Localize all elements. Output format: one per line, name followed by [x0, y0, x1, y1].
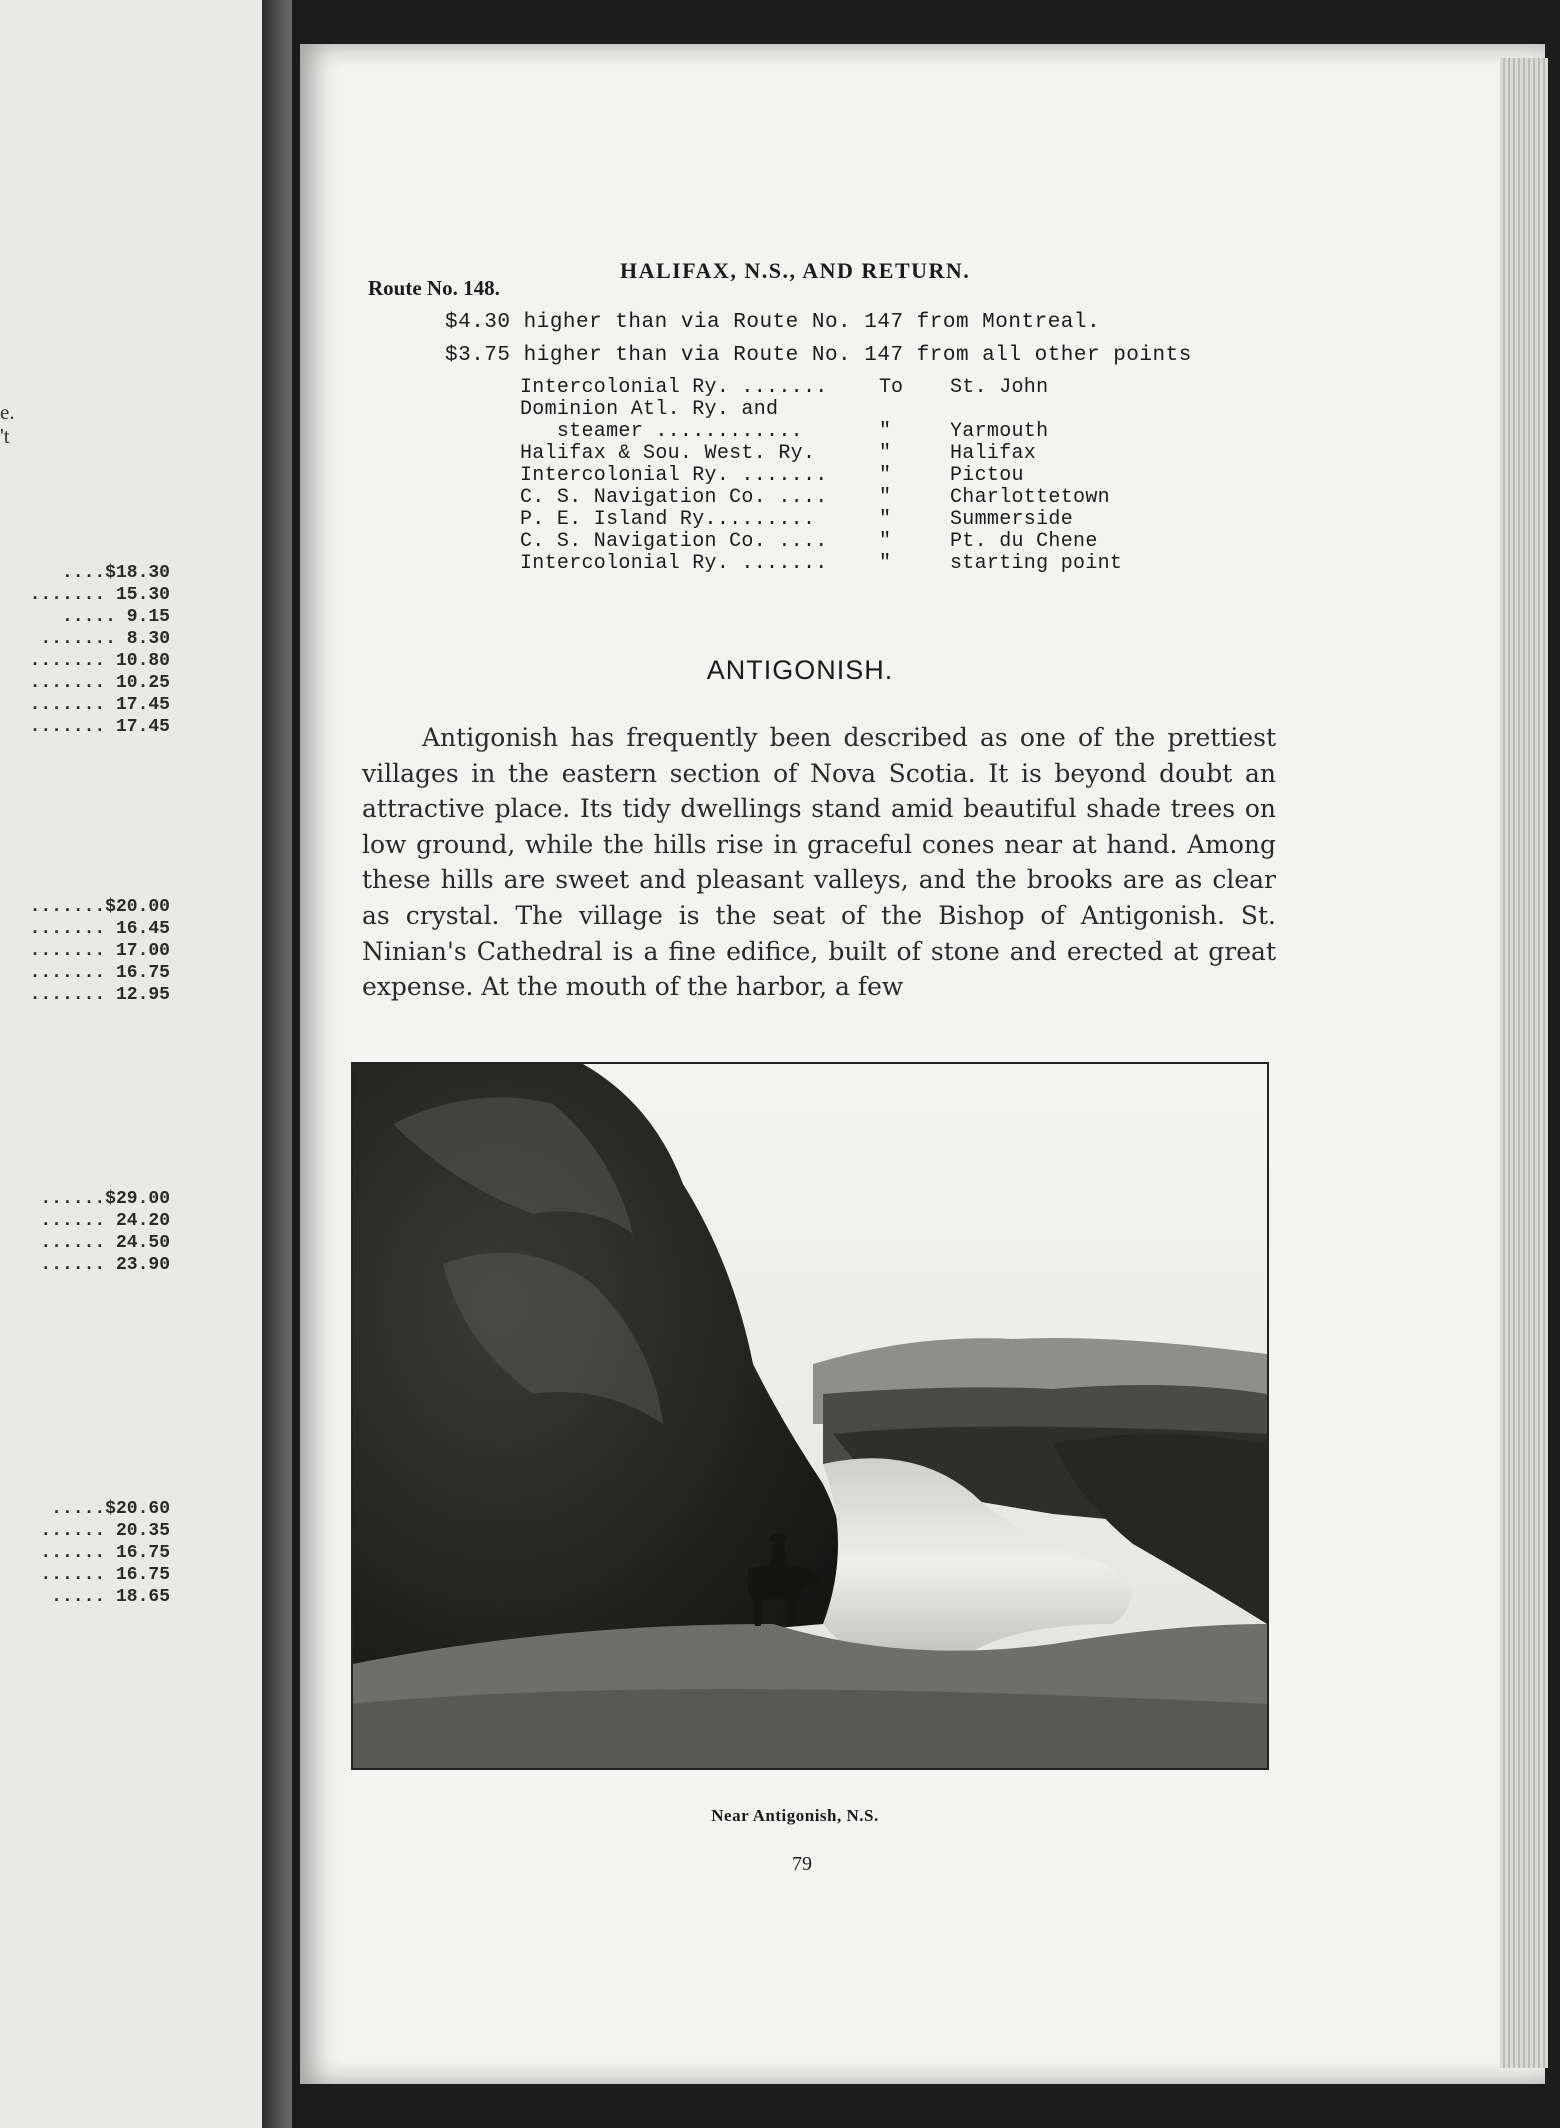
segment-destination: Summerside — [950, 508, 1074, 531]
left-page-price-line: ....$18.30 — [61, 563, 170, 583]
left-page-price-line: ....... 10.80 — [29, 651, 170, 671]
segment-destination: Yarmouth — [950, 420, 1049, 443]
left-page-price-line: ......$29.00 — [40, 1189, 170, 1209]
left-page-price-line: .....$20.60 — [51, 1499, 170, 1519]
left-page-price-line: ...... 16.75 — [40, 1565, 170, 1585]
left-page-price-line: ....... 17.00 — [29, 941, 170, 961]
left-page-price-line: ....... 16.75 — [29, 963, 170, 983]
segment-destination: Charlottetown — [950, 486, 1110, 509]
segment-to-marker: " — [879, 420, 892, 443]
left-page-price-line: ...... 20.35 — [40, 1521, 170, 1541]
segment-destination: Pictou — [950, 464, 1024, 487]
route-heading: HALIFAX, N.S., AND RETURN. — [620, 258, 971, 283]
segment-destination: Pt. du Chene — [950, 530, 1098, 553]
left-page-price-line: ....... 8.30 — [40, 629, 170, 649]
segment-origin: Halifax & Sou. West. Ry. — [520, 442, 816, 465]
fare-note: $3.75 higher than via Route No. 147 from all other points — [445, 344, 1192, 367]
section-title: ANTIGONISH. — [706, 655, 894, 685]
segment-destination: St. John — [950, 376, 1049, 399]
section-body: Antigonish has frequently been described as one of the prettiest villages in the eastern section of Nova Scotia. It is beyond doubt an attractive place. Its tidy dwellings stand amid beautiful shade trees on low ground, while the hills rise in graceful cones near at hand. Among these hills are sweet and pleasant valleys, and the brooks are as clear as crystal. The village is the seat of the Bishop of Antigonish. St. Ninian's Cathedral is a fine edifice, built of stone and erected at great expense. At the mouth of the harbor, a few — [362, 723, 1276, 1002]
segment-to-marker: To — [879, 376, 904, 399]
segment-destination: Halifax — [950, 442, 1037, 465]
segment-to-marker: " — [879, 530, 892, 553]
segment-origin: C. S. Navigation Co. .... — [520, 486, 828, 509]
segment-origin: Intercolonial Ry. ....... — [520, 376, 828, 399]
left-page-price-line: .......$20.00 — [29, 897, 170, 917]
segment-to-marker: " — [879, 486, 892, 509]
segment-origin: P. E. Island Ry......... — [520, 508, 816, 531]
page-edges — [1500, 58, 1548, 2068]
left-page-price-line: ....... 12.95 — [29, 985, 170, 1005]
left-page-price-line: ....... 10.25 — [29, 673, 170, 693]
photo-caption: Near Antigonish, N.S. — [711, 1806, 879, 1825]
left-page-price-line: ...... 24.20 — [40, 1211, 170, 1231]
route-number: Route No. 148. — [368, 276, 500, 300]
fare-note: $4.30 higher than via Route No. 147 from Montreal. — [445, 311, 1101, 334]
left-page-price-line: ...... 16.75 — [40, 1543, 170, 1563]
segment-to-marker: " — [879, 464, 892, 487]
left-page-price-line: ....... 16.45 — [29, 919, 170, 939]
left-page-fragment: e. — [0, 400, 15, 424]
segment-origin: Intercolonial Ry. ....... — [520, 552, 828, 575]
segment-destination: starting point — [950, 552, 1123, 575]
page-number: 79 — [792, 1853, 812, 1875]
segment-to-marker: " — [879, 442, 892, 465]
segment-origin: steamer ............ — [520, 420, 803, 443]
left-page-price-line: ..... 18.65 — [51, 1587, 170, 1607]
left-page-price-line: ...... 24.50 — [40, 1233, 170, 1253]
segment-origin: Intercolonial Ry. ....... — [520, 464, 828, 487]
segment-origin: Dominion Atl. Ry. and — [520, 398, 779, 421]
segment-to-marker: " — [879, 552, 892, 575]
left-page-price-line: ..... 9.15 — [61, 607, 170, 627]
photo-illustration — [353, 1064, 1267, 1768]
left-page-price-line: ...... 23.90 — [40, 1255, 170, 1275]
segment-origin: C. S. Navigation Co. .... — [520, 530, 828, 553]
segment-to-marker: " — [879, 508, 892, 531]
photo-antigonish-river — [351, 1062, 1269, 1770]
left-page-fragment: 't — [0, 424, 10, 448]
left-page-price-line: ....... 15.30 — [29, 585, 170, 605]
left-page-price-line: ....... 17.45 — [29, 717, 170, 737]
left-page-price-line: ....... 17.45 — [29, 695, 170, 715]
